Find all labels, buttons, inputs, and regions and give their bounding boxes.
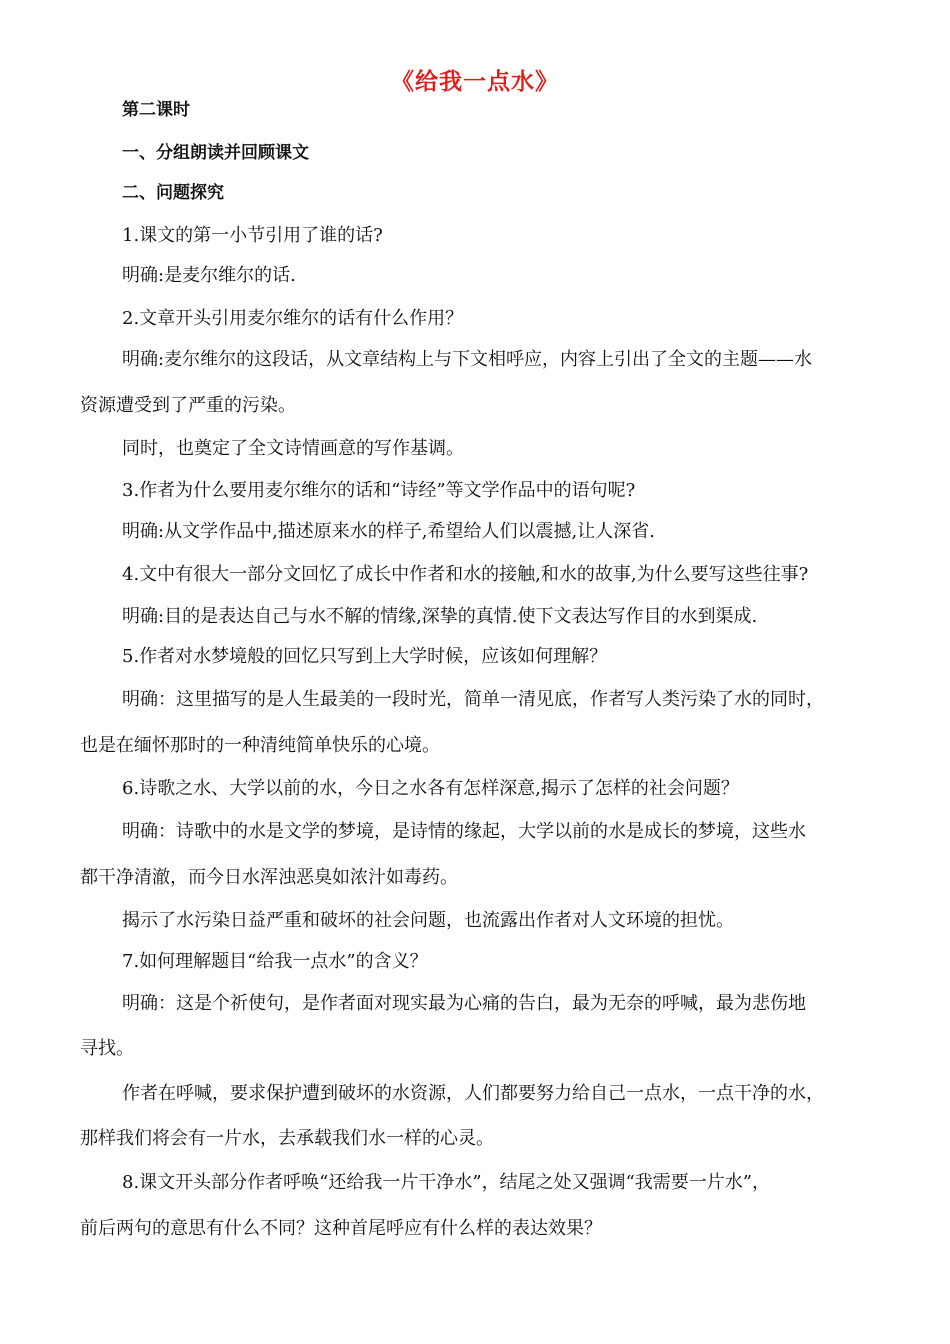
- document-title: 《给我一点水》: [391, 69, 559, 95]
- answer-2-paragraph-2: 同时，也奠定了全文诗情画意的写作基调。: [122, 438, 464, 459]
- answer-6-line-1: 明确：诗歌中的水是文学的梦境，是诗情的缘起，大学以前的水是成长的梦境，这些水: [122, 821, 806, 842]
- answer-7-paragraph-2-line-2: 那样我们将会有一片水，去承载我们水一样的心灵。: [80, 1128, 494, 1149]
- answer-3: 明确:从文学作品中,描述原来水的样子,希望给人们以震撼,让人深省.: [122, 521, 655, 542]
- question-7: 7.如何理解题目“给我一点水”的含义？: [122, 951, 428, 972]
- answer-7-paragraph-2-line-1: 作者在呼喊，要求保护遭到破坏的水资源，人们都要努力给自己一点水，一点干净的水，: [122, 1083, 824, 1104]
- answer-5-line-1: 明确：这里描写的是人生最美的一段时光，简单一清见底，作者写人类污染了水的同时，: [122, 689, 824, 710]
- question-6: 6.诗歌之水、大学以前的水，今日之水各有怎样深意,揭示了怎样的社会问题？: [122, 778, 739, 799]
- question-2: 2.文章开头引用麦尔维尔的话有什么作用？: [122, 308, 464, 329]
- answer-1: 明确:是麦尔维尔的话.: [122, 265, 296, 286]
- answer-5-line-2: 也是在缅怀那时的一种清纯简单快乐的心境。: [80, 735, 440, 756]
- answer-6-line-2: 都干净清澈，而今日水浑浊恶臭如浓汁如毒药。: [80, 867, 458, 888]
- answer-2-line-1: 明确:麦尔维尔的这段话，从文章结构上与下文相呼应，内容上引出了全文的主题——水: [122, 349, 813, 370]
- question-5: 5.作者对水梦境般的回忆只写到上大学时候，应该如何理解？: [122, 646, 608, 667]
- section-heading-lesson: 第二课时: [122, 100, 190, 120]
- question-3: 3.作者为什么要用麦尔维尔的话和“诗经”等文学作品中的语句呢?: [122, 480, 636, 501]
- section-heading-questions: 二、问题探究: [122, 183, 224, 203]
- question-1: 1.课文的第一小节引用了谁的话?: [122, 225, 383, 246]
- question-4: 4.文中有很大一部分文回忆了成长中作者和水的接触,和水的故事,为什么要写这些往事?: [122, 564, 809, 585]
- question-8-line-1: 8.课文开头部分作者呼唤“还给我一片干净水”，结尾之处又强调“我需要一片水”，: [122, 1172, 770, 1193]
- answer-7-line-2: 寻找。: [80, 1038, 134, 1059]
- answer-4: 明确:目的是表达自己与水不解的情缘,深挚的真情.使下文表达写作目的水到渠成.: [122, 606, 758, 627]
- question-8-line-2: 前后两句的意思有什么不同？这种首尾呼应有什么样的表达效果？: [80, 1218, 602, 1239]
- answer-7-line-1: 明确：这是个祈使句，是作者面对现实最为心痛的告白，最为无奈的呼喊，最为悲伤地: [122, 993, 806, 1014]
- answer-6-paragraph-2: 揭示了水污染日益严重和破坏的社会问题，也流露出作者对人文环境的担忧。: [122, 910, 734, 931]
- answer-2-line-2: 资源遭受到了严重的污染。: [80, 395, 296, 416]
- section-heading-reading: 一、分组朗读并回顾课文: [122, 143, 309, 163]
